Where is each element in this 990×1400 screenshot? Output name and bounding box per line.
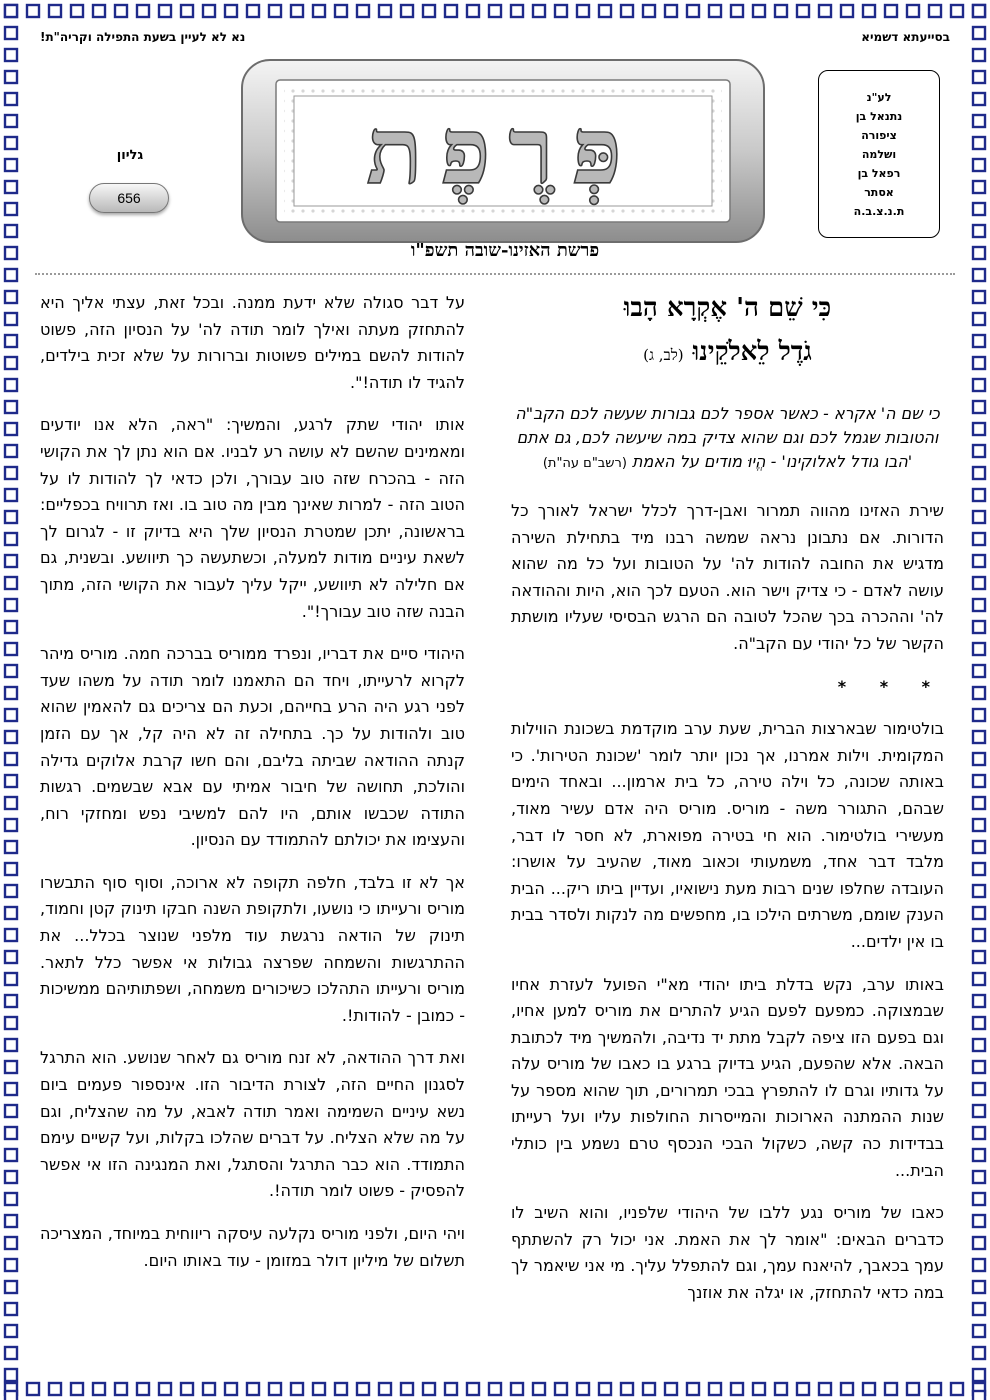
paragraph: ויהי היום, ולפני מוריס נקלעה עיסקה ריווחית במיוחד, המצריכה תשלום של מיליון דולר במזומן - עוד באותו היום. (40, 1224, 465, 1270)
commentary-quote (511, 402, 944, 476)
memorial-box (818, 70, 940, 238)
memorial-line: ציפורה (861, 128, 897, 142)
paragraph: באותו ערב, נקש בדלת ביתו יהודי מא"י הפועל לעזרת אחיו שבמצוקה. כמפעם לפעם הגיע להתרים את מוריס למען אחיו, וגם בפעם הזו ציפה לקבל מתת יד נדיבה, ולהמשיך מיד לכתובת הבאה. אלא שהפעם, הגיע בדיוק ברגע בו כאבו של מוריס עלה על גדותיו וגרם לו להתפרץ בבכי תמרורים, תוך שהוא מספר על שנות ההמתנה הארוכות והמייסרות החולפות עליו ועל רעייתו בבדידות כה קשה, כשקול הבכי הנכסף טרם נשמע בין כותלי הבית... (511, 974, 944, 1180)
memorial-line: ת.נ.צ.ב.ה (853, 204, 905, 218)
masthead-title: פְּרֶפֶת (366, 97, 640, 205)
commentary-source: (רשב"ם עה"ת) (542, 456, 627, 471)
page-border-top (0, 0, 990, 22)
article-column-left (40, 290, 465, 1290)
commentary-text: כי שם ה' אקרא - כאשר אספר לכם גבורות שעשה לכם הקב"ה והטובות שגמל לכם וגם שהוא צדיק במה שיעשה לכם, גם אתם 'הבו גודל לאלוקינו' - הֱיוּ מודים על האמת (515, 404, 940, 471)
paragraph: בולטימור שבארצות הברית, שעת ערב מוקדמת בשכונת הווילות המקומית. וילות אמרנו, אך נכון יותר לומר 'שכונת הטירות'. כי באותה שכונה, כל וילה טירה, כל בית ארמון... ובאחד הימים שבהם, התגורר משה - מוריס. מוריס היה אדם עשיר מאוד, מעשירי בולטימור. הוא חי בטירה מפוארת, לא חסר לו דבר, מלבד דבר אחד, משמעותי וכאוב מאוד, שהעיב על אושרו: העובדה שחלפו שנים רבות מעת נישואיו, ועדיין ביתו ריק... הבית הענק שומם, משרתים הילכו בו, מחפשים מה לנקות ולסדר בבית בו אין ילדים... (511, 719, 944, 951)
parsha-name: פרשת האזינו-שובה תשפ"ו (410, 240, 600, 261)
top-blessing: בסייעתא דשמיא (861, 30, 950, 44)
masthead (238, 56, 768, 246)
section-separator: * * * (837, 676, 944, 696)
verse-line-2-text: גֹדֶל לֵאלֹקֵינוּ (692, 337, 812, 367)
memorial-line: ושלמה (861, 147, 897, 161)
verse-line-1: כִּי שֵׁם ה' אֶקְרָא הָבוּ (623, 293, 832, 323)
verse-reference: (לב, ג) (643, 346, 684, 364)
verse-line-2 (511, 330, 944, 377)
page-border-right (968, 0, 990, 1400)
page-border-left (0, 0, 22, 1400)
article-column-right (511, 498, 944, 1323)
paragraph: אך לא זו בלבד, חלפה תקופה לא ארוכה, וסוף סוף התבשרו מוריס ורעייתו כי נושעו, ולתקופת השנה חבקו תינוק קטן וחמוד, תינוק של הודאה נרגשת עוד מלפני שנוצר בכלל... את ההתרגשות והשמחה שפרצה גבולות אי אפשר כלל לתאר. מוריס ורעייתו התהלכו כשיכורים משמחה, ושפתותיהם ממשיכות - כמובן - להודות!. (40, 872, 465, 1025)
paragraph: היהודי סיים את דבריו, ונפרד ממוריס בברכה חמה. מוריס מיהר לקרוא לרעייתו, ויחד הם התאמנו לומר תודה על משהו שעד לפני רגע היה הרע בחייהם, וכעת הם צריכים גם להאמין שהוא טוב ולהודות על כך. בתחילה זה לא היה קל, אך עם הזמן קנתה ההודאה שביתה בליבם, והם חשו קרבת אלוקים גדילה והולכת, תחושה של חיבור אמיתי עם אבא שבשמים. רגשות התודה שכבשו אותם, היו להם למשיבי נפש ומחזקי רוח, והעצימו את יכולתם להתמודד עם הנסיון. (40, 644, 465, 850)
header-divider (35, 273, 955, 275)
issue-number-badge: 656 (89, 183, 169, 213)
paragraph: אותו יהודי שתק לרגע, והמשיך: "ראה, הלא אנו יודעים ומאמינים שהשם לא עושה רע לבניו. אם הוא נתן לך את הקושי הזה - בהכרח שזה טוב עבורך, ולכן כדאי לך להודות לו על הטוב הזה - למרות שאינך מבין מה טוב בו. ואז תרוויח בכפליים: בראשונה, יתכן שמטרת הנסיון שלך היא בדיוק זו - לגרום לך לשאת עיניים מודות למעלה, וכשתעשה כך תיוושע. ובשנית, גם אם חלילה לא תיוושע, ייקל עליך לעבור את הקושי הזה, מתוך הבנה שזה טוב עבורך!". (40, 415, 465, 621)
paragraph: ואת דרך ההודאה, לא זנח מוריס גם לאחר שנושע. הוא התרגל לסגנון החיים הזה, לצורת הדיבור הזו. אינספור פעמים ביום נשא עיניים השמימה ואמר תודה לאבא, על מה שהצליח, וגם על מה שלא הצליח. על דברים שהלכו בקלות, ועל קשיים עימם התמודד. הוא כבר התרגל והסתגל, ואת המנגינה הזו אי אפשר להפסיק - פשוט לומר תודה!. (40, 1048, 465, 1201)
paragraph: כאבו של מוריס נגע ללבו של היהודי שלפניו, והוא השיב לו כדברים הבאים: "אומר לך את האמת. אני יכול רק להשתתף עמך בכאבך, להיאנח עמך, וגם להתפלל עליך. מי אני שיאמר לך במה כדאי להתחזק, או יגלה את אוזנך (511, 1203, 944, 1303)
issue-label: גליון (116, 148, 144, 163)
memorial-line: לע"נ (866, 90, 892, 104)
memorial-line: רפאל בן (857, 166, 901, 180)
verse-headline (511, 286, 944, 377)
paragraph: שירת האזינו מהווה תמרור ואבן-דרך לכלל ישראל לאורך כל הדורות. אם נתבונן נראה שמשה רבנו מיד בתחילת השירה מדגיש את החובה להודות לה' על הטובות ועל כל מה שהוא עושה לאדם - כי צדיק וישר הוא. הטעם לכך הוא, היות וההודאה לה' וההכרה בכך שהכל לטובה הם הרגש הבסיסי שעליו מושתת הקשר של כל יהודי עם הקב"ה. (511, 501, 944, 653)
memorial-line: נתנאל בן (855, 109, 903, 123)
memorial-line: אסתר (864, 185, 894, 199)
page-border-bottom (0, 1378, 990, 1400)
top-notice: נא לא לעיין בשעת התפילה וקריה"ת! (40, 30, 246, 44)
paragraph: על דבר סגולה שלא ידעת ממנה. ובכל זאת, עצתי אליך היא להתחזק מעתה ואילך לומר תודה לה' על הנסיון הזה, פשוט להודות להשם במילים פשוטות וברורות על שלא זכית בילדים, להגיד לו תודה!". (40, 293, 465, 392)
